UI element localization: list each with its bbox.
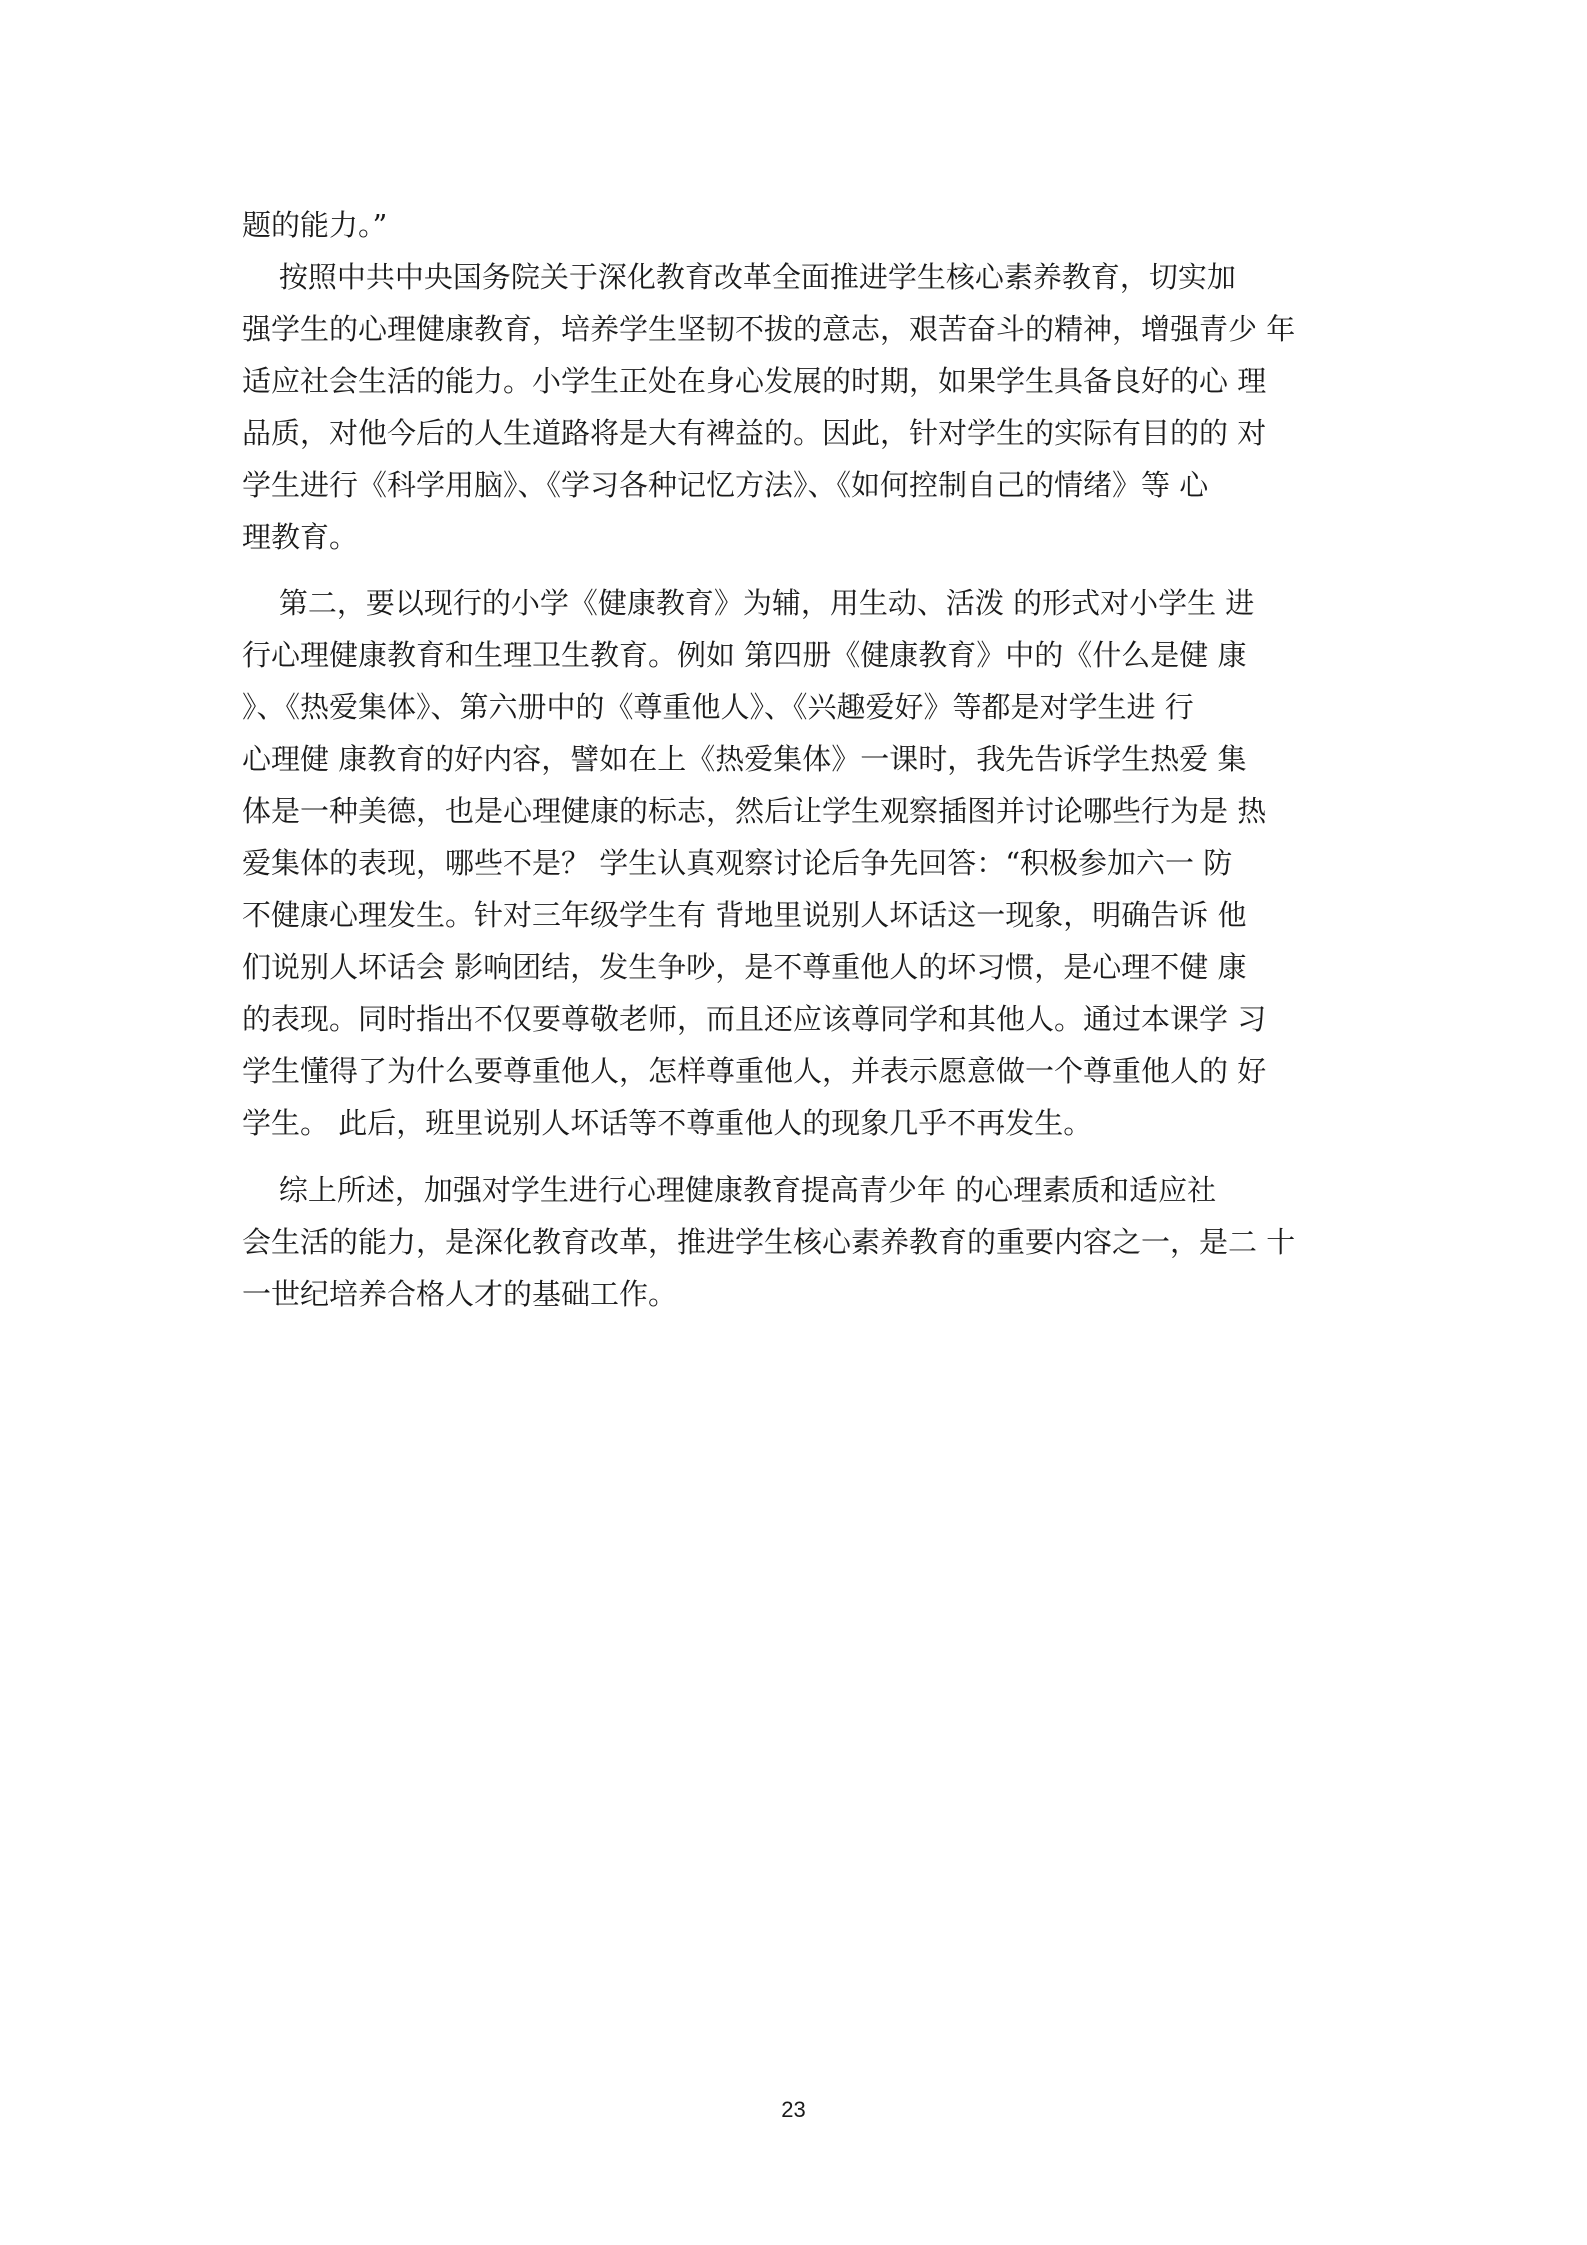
text-line: 》、《热爱集体》、第六册中的《尊重他人》、《兴趣爱好》等都是对学生进 行 [242, 690, 1194, 724]
text-line: 学生进行《科学用脑》、《学习各种记忆方法》、《如何控制自己的情绪》等 心 [242, 468, 1209, 502]
text-line: 的表现。同时指出不仅要尊敬老师，而且还应该尊同学和其他人。通过本课学 习 [242, 1002, 1267, 1036]
text-line: 学生。 此后，班里说别人坏话等不尊重他人的现象几乎不再发生。 [242, 1106, 1093, 1140]
text-line: 行心理健康教育和生理卫生教育。例如 第四册《健康教育》中的《什么是健 康 [242, 638, 1247, 672]
text-line: 强学生的心理健康教育，培养学生坚韧不拔的意志，艰苦奋斗的精神，增强青少 年 [242, 312, 1296, 346]
text-line: 们说别人坏话会 影响团结，发生争吵，是不尊重他人的坏习惯，是心理不健 康 [242, 950, 1247, 984]
text-line: 品质，对他今后的人生道路将是大有裨益的。因此，针对学生的实际有目的的 对 [242, 416, 1267, 450]
text-line: 题的能力。” [242, 208, 388, 242]
text-line: 爱集体的表现，哪些不是？ 学生认真观察讨论后争先回答：“积极参加六一 防 [242, 846, 1233, 880]
text-line: 一世纪培养合格人才的基础工作。 [242, 1277, 678, 1311]
text-line: 理教育。 [242, 520, 359, 554]
text-line: 适应社会生活的能力。小学生正处在身心发展的时期，如果学生具备良好的心 理 [242, 364, 1267, 398]
text-line: 综上所述，加强对学生进行心理健康教育提高青少年 的心理素质和适应社 [242, 1173, 1217, 1207]
text-line: 第二，要以现行的小学《健康教育》为辅，用生动、活泼 的形式对小学生 进 [242, 586, 1255, 620]
text-line: 不健康心理发生。针对三年级学生有 背地里说别人坏话这一现象，明确告诉 他 [242, 898, 1247, 932]
text-line: 心理健 康教育的好内容，譬如在上《热爱集体》一课时，我先告诉学生热爱 集 [242, 742, 1247, 776]
text-line: 会生活的能力，是深化教育改革，推进学生核心素养教育的重要内容之一，是二 十 [242, 1225, 1296, 1259]
text-line: 按照中共中央国务院关于深化教育改革全面推进学生核心素养教育，切实加 [242, 260, 1236, 294]
text-line: 学生懂得了为什么要尊重他人，怎样尊重他人，并表示愿意做一个尊重他人的 好 [242, 1054, 1267, 1088]
text-line: 体是一种美德，也是心理健康的标志，然后让学生观察插图并讨论哪些行为是 热 [242, 794, 1267, 828]
page-number: 23 [781, 2097, 806, 2122]
